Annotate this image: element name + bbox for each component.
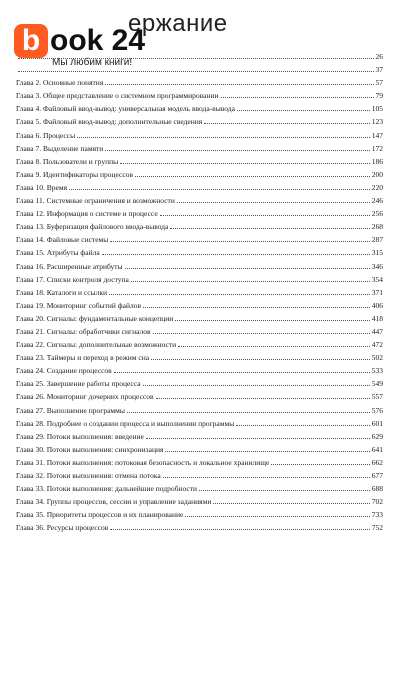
- toc-dot-leader: [160, 206, 370, 216]
- toc-dot-leader: [177, 193, 370, 203]
- toc-dot-leader: [178, 337, 370, 347]
- toc-entry-title: Глава 12. Информация о системе и процессе: [16, 209, 158, 219]
- toc-entry-title: Глава 16. Расширенные атрибуты: [16, 261, 123, 271]
- toc-entry-title: Глава 17. Списки контроля доступа: [16, 274, 129, 284]
- toc-entry: [16, 232, 383, 245]
- toc-entry: [16, 62, 383, 75]
- toc-entry-page: 315: [371, 248, 383, 258]
- toc-entry: [16, 114, 383, 127]
- toc-entry-page: 371: [371, 287, 383, 297]
- toc-entry-title: Глава 8. Пользователи и группы: [16, 156, 119, 166]
- toc-entry-title: Глава 22. Сигналы: дополнительные возможности: [16, 340, 177, 350]
- toc-entry: [16, 259, 383, 272]
- toc-entry-page: 752: [371, 523, 383, 533]
- toc-entry: [16, 376, 383, 389]
- toc-entry-page: 688: [371, 484, 383, 494]
- toc-entry-title: Глава 14. Файловые системы: [16, 235, 109, 245]
- toc-dot-leader: [110, 232, 369, 242]
- toc-entry: [16, 180, 383, 193]
- toc-entry-title: Глава 30. Потоки выполнения: синхронизация: [16, 444, 164, 454]
- toc-entry-title: Глава 31. Потоки выполнения: потоковая безопасность и локальное хранилище: [16, 457, 270, 467]
- toc-dot-leader: [125, 259, 370, 269]
- toc-entry: [16, 324, 383, 337]
- toc-dot-leader: [237, 101, 370, 111]
- toc-dot-leader: [105, 141, 369, 151]
- toc-dot-leader: [271, 455, 369, 465]
- toc-entry: [16, 298, 383, 311]
- toc-entry-title: Глава 3. Общее представление о системном программировании: [16, 91, 219, 101]
- toc-entry-page: 557: [371, 392, 383, 402]
- toc-entry-title: Глава 7. Выделение памяти: [16, 143, 104, 153]
- toc-entry-page: 79: [375, 91, 383, 101]
- toc-entry-title: Глава 6. Процессы: [16, 130, 76, 140]
- toc-entry-page: 502: [371, 353, 383, 363]
- toc-dot-leader: [18, 62, 374, 72]
- logo-mark: b: [14, 24, 48, 58]
- toc-entry-title: Глава 29. Потоки выполнения: введение: [16, 431, 144, 441]
- toc-entry-page: 105: [371, 104, 383, 114]
- toc-dot-leader: [110, 520, 369, 530]
- toc-dot-leader: [109, 285, 370, 295]
- toc-entry: [16, 141, 383, 154]
- toc-entry: [16, 193, 383, 206]
- toc-entry-title: Глава 34. Группы процессов, сессии и управление заданиями: [16, 497, 212, 507]
- toc-entry-title: Глава 19. Мониторинг событий файлов: [16, 300, 142, 310]
- toc-entry-title: Глава 4. Файловый ввод-вывод: универсальная модель ввода-вывода: [16, 104, 235, 114]
- toc-entry-page: 418: [371, 313, 383, 323]
- toc-entry: [16, 429, 383, 442]
- toc-entry: [16, 468, 383, 481]
- toc-entry: [16, 167, 383, 180]
- toc-dot-leader: [146, 429, 370, 439]
- toc-entry: [16, 128, 383, 141]
- toc-entry-title: Глава 32. Потоки выполнения: отмена потока: [16, 471, 161, 480]
- toc-dot-leader: [199, 481, 370, 491]
- toc-entry: [16, 350, 383, 363]
- toc-entry: [16, 245, 383, 258]
- toc-entry-title: Глава 24. Создание процессов: [16, 366, 112, 376]
- toc-dot-leader: [143, 298, 370, 308]
- toc-dot-leader: [120, 154, 370, 164]
- toc-entry-page: 246: [371, 196, 383, 206]
- logo-tagline: Мы любим книги!: [52, 57, 133, 68]
- toc-entry-title: Глава 35. Приоритеты процессов и их планирование: [16, 510, 184, 520]
- toc-entry-title: Глава 13. Буферизация файлового ввода-вывода: [16, 222, 169, 232]
- toc-dot-leader: [165, 442, 369, 452]
- toc-dot-leader: [175, 311, 369, 321]
- toc-entry-page: 447: [371, 326, 383, 336]
- toc-dot-leader: [170, 219, 369, 229]
- toc-entry-title: Глава 11. Системные ограничения и возможности: [16, 196, 175, 206]
- toc-entry-page: 733: [371, 510, 383, 520]
- toc-entry: [16, 101, 383, 114]
- toc-entry-page: 549: [371, 379, 383, 389]
- toc-entry: [16, 520, 383, 533]
- logo-text: ook 24: [50, 24, 146, 57]
- toc-entry-title: Глава 10. Время: [16, 182, 68, 192]
- toc-dot-leader: [153, 324, 370, 334]
- toc-entry: [16, 403, 383, 416]
- toc-entry-page: 346: [371, 261, 383, 271]
- toc-entry: [16, 75, 383, 88]
- toc-entry-page: 601: [371, 418, 383, 428]
- toc-entry-page: 123: [371, 117, 383, 127]
- toc-entry-title: Глава 23. Таймеры и переход в режим сна: [16, 353, 150, 363]
- toc-entry-page: 472: [371, 340, 383, 350]
- toc-entry-page: 147: [371, 130, 383, 140]
- toc-dot-leader: [135, 167, 370, 177]
- toc-entry: [16, 494, 383, 507]
- toc-entry-page: 641: [371, 444, 383, 454]
- toc-entry-page: 268: [371, 222, 383, 232]
- toc-entry: [16, 206, 383, 219]
- toc-entry-page: 57: [375, 78, 383, 88]
- toc-dot-leader: [221, 88, 374, 98]
- toc-entry-page: 702: [371, 497, 383, 507]
- table-of-contents: [16, 49, 383, 533]
- toc-dot-leader: [114, 363, 370, 373]
- toc-entry: [16, 455, 383, 468]
- toc-entry-page: 629: [371, 431, 383, 441]
- toc-entry-page: 354: [371, 274, 383, 284]
- toc-entry: [16, 311, 383, 324]
- toc-entry: [16, 219, 383, 232]
- toc-entry-page: 220: [371, 182, 383, 192]
- toc-entry-title: Глава 26. Мониторинг дочерних процессов: [16, 392, 154, 402]
- toc-entry-title: Глава 28. Подробнее о создании процесса и выполнении программы: [16, 418, 235, 428]
- toc-dot-leader: [131, 272, 370, 282]
- toc-dot-leader: [143, 376, 370, 386]
- toc-entry-page: 256: [371, 209, 383, 219]
- toc-entry: [16, 285, 383, 298]
- toc-dot-leader: [213, 494, 369, 504]
- toc-dot-leader: [77, 128, 370, 138]
- toc-dot-leader: [69, 180, 370, 190]
- toc-entry-page: 172: [371, 143, 383, 153]
- toc-entry-page: 677: [371, 471, 383, 480]
- toc-entry-page: 406: [371, 300, 383, 310]
- page-heading: ержание: [128, 10, 228, 37]
- toc-entry: [16, 416, 383, 429]
- toc-entry-page: 200: [371, 169, 383, 179]
- toc-entry-page: 37: [375, 65, 383, 75]
- toc-dot-leader: [204, 114, 370, 124]
- toc-entry-title: Глава 20. Сигналы: фундаментальные концепции: [16, 313, 174, 323]
- toc-dot-leader: [236, 416, 369, 426]
- toc-dot-leader: [18, 49, 374, 59]
- toc-entry-page: 576: [371, 405, 383, 415]
- toc-dot-leader: [102, 245, 370, 255]
- toc-entry-title: Глава 5. Файловый ввод-вывод: дополнительные сведения: [16, 117, 203, 127]
- toc-dot-leader: [163, 468, 370, 478]
- toc-entry-title: Глава 25. Завершение работы процесса: [16, 379, 141, 389]
- toc-entry-page: 287: [371, 235, 383, 245]
- toc-entry-page: 186: [371, 156, 383, 166]
- toc-entry: [16, 481, 383, 494]
- toc-dot-leader: [185, 507, 369, 517]
- toc-dot-leader: [156, 389, 370, 399]
- toc-entry: [16, 154, 383, 167]
- toc-entry: [16, 507, 383, 520]
- toc-dot-leader: [105, 75, 373, 85]
- toc-entry: [16, 337, 383, 350]
- toc-dot-leader: [151, 350, 370, 360]
- toc-entry-page: 26: [375, 52, 383, 61]
- toc-entry-title: Глава 21. Сигналы: обработчики сигналов: [16, 326, 151, 336]
- toc-entry-title: Глава 15. Атрибуты файла: [16, 248, 100, 258]
- toc-dot-leader: [127, 403, 370, 413]
- toc-entry-title: Глава 18. Каталоги и ссылки: [16, 287, 107, 297]
- toc-entry-title: Глава 36. Ресурсы процессов: [16, 523, 109, 533]
- toc-entry-page: 662: [371, 457, 383, 467]
- toc-entry: [16, 363, 383, 376]
- toc-entry: [16, 442, 383, 455]
- toc-entry-page: 533: [371, 366, 383, 376]
- toc-entry-title: Глава 9. Идентификаторы процессов: [16, 169, 133, 179]
- toc-entry: [16, 88, 383, 101]
- toc-entry: [16, 49, 383, 62]
- toc-entry: [16, 389, 383, 402]
- toc-entry-title: Глава 2. Основные понятия: [16, 78, 104, 88]
- toc-entry-title: Глава 27. Выполнение программы: [16, 405, 125, 415]
- toc-entry: [16, 272, 383, 285]
- toc-entry-title: Глава 33. Потоки выполнения: дальнейшие подробности: [16, 484, 198, 494]
